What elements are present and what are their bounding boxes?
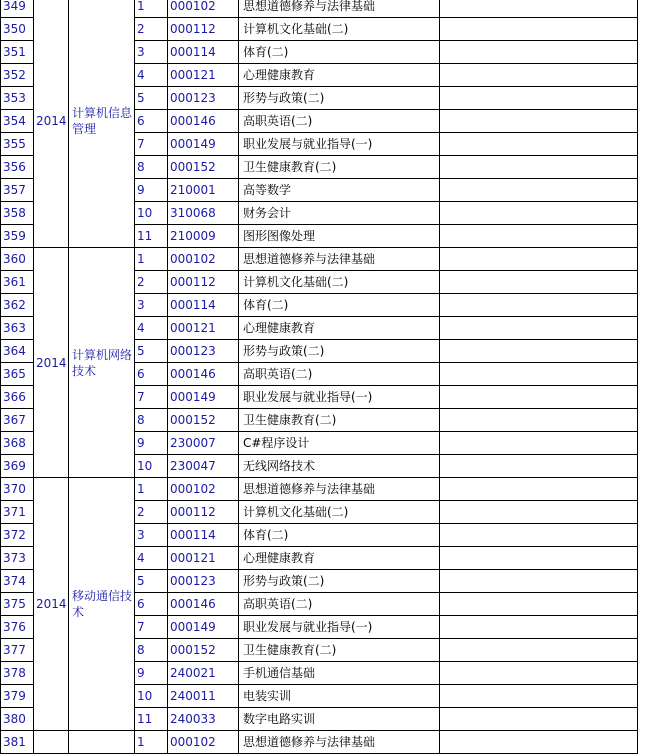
- course-name: 计算机文化基础(二): [239, 501, 440, 524]
- course-name: 体育(二): [239, 41, 440, 64]
- empty-cell: [440, 409, 638, 432]
- row-number: 371: [1, 501, 34, 524]
- empty-cell: [440, 340, 638, 363]
- empty-cell: [440, 708, 638, 731]
- course-code: 000121: [168, 64, 239, 87]
- row-number: 373: [1, 547, 34, 570]
- course-index: 6: [135, 363, 168, 386]
- course-code: 000149: [168, 133, 239, 156]
- course-code: 000102: [168, 478, 239, 501]
- course-index: 3: [135, 524, 168, 547]
- course-index: 3: [135, 41, 168, 64]
- empty-cell: [440, 685, 638, 708]
- course-code: 000146: [168, 593, 239, 616]
- row-number: 361: [1, 271, 34, 294]
- row-number: 376: [1, 616, 34, 639]
- course-code: 000152: [168, 156, 239, 179]
- course-index: 4: [135, 547, 168, 570]
- course-name: 心理健康教育: [239, 64, 440, 87]
- course-code: 000149: [168, 386, 239, 409]
- course-index: 2: [135, 271, 168, 294]
- enrollment-year: [34, 731, 69, 754]
- empty-cell: [440, 501, 638, 524]
- course-name: 形势与政策(二): [239, 87, 440, 110]
- course-index: 6: [135, 593, 168, 616]
- course-name: 形势与政策(二): [239, 340, 440, 363]
- course-index: 9: [135, 662, 168, 685]
- course-index: 10: [135, 202, 168, 225]
- course-index: 6: [135, 110, 168, 133]
- empty-cell: [440, 179, 638, 202]
- row-number: 378: [1, 662, 34, 685]
- course-index: 1: [135, 731, 168, 754]
- course-code: 000112: [168, 18, 239, 41]
- course-code: 000102: [168, 0, 239, 18]
- row-number: 353: [1, 87, 34, 110]
- course-code: 210009: [168, 225, 239, 248]
- course-index: 10: [135, 455, 168, 478]
- empty-cell: [440, 18, 638, 41]
- empty-cell: [440, 455, 638, 478]
- major-name: 移动通信技术: [69, 478, 135, 731]
- empty-cell: [440, 294, 638, 317]
- row-number: 351: [1, 41, 34, 64]
- empty-cell: [440, 363, 638, 386]
- row-number: 355: [1, 133, 34, 156]
- table-row: [1, 0, 638, 18]
- empty-cell: [440, 593, 638, 616]
- course-name: 心理健康教育: [239, 547, 440, 570]
- course-name: 高职英语(二): [239, 593, 440, 616]
- course-index: 10: [135, 685, 168, 708]
- empty-cell: [440, 0, 638, 18]
- course-index: 1: [135, 0, 168, 18]
- course-code: 210001: [168, 179, 239, 202]
- empty-cell: [440, 547, 638, 570]
- empty-cell: [440, 156, 638, 179]
- empty-cell: [440, 271, 638, 294]
- empty-cell: [440, 64, 638, 87]
- empty-cell: [440, 133, 638, 156]
- table-body: [1, 0, 638, 754]
- row-number: 372: [1, 524, 34, 547]
- course-index: 7: [135, 616, 168, 639]
- empty-cell: [440, 248, 638, 271]
- course-name: 计算机文化基础(二): [239, 271, 440, 294]
- course-code: 000123: [168, 87, 239, 110]
- empty-cell: [440, 110, 638, 133]
- empty-cell: [440, 87, 638, 110]
- course-code: 000123: [168, 570, 239, 593]
- course-code: 000146: [168, 363, 239, 386]
- course-index: 4: [135, 317, 168, 340]
- row-number: 381: [1, 731, 34, 754]
- course-index: 5: [135, 87, 168, 110]
- course-index: 7: [135, 133, 168, 156]
- row-number: 364: [1, 340, 34, 363]
- course-index: 2: [135, 18, 168, 41]
- course-index: 7: [135, 386, 168, 409]
- course-index: 5: [135, 570, 168, 593]
- course-code: 310068: [168, 202, 239, 225]
- course-name: 无线网络技术: [239, 455, 440, 478]
- course-index: 3: [135, 294, 168, 317]
- course-index: 8: [135, 639, 168, 662]
- row-number: 379: [1, 685, 34, 708]
- course-name: 职业发展与就业指导(一): [239, 616, 440, 639]
- empty-cell: [440, 639, 638, 662]
- empty-cell: [440, 41, 638, 64]
- course-code: 000121: [168, 317, 239, 340]
- course-code: 000112: [168, 271, 239, 294]
- course-name: 高职英语(二): [239, 110, 440, 133]
- course-name: 手机通信基础: [239, 662, 440, 685]
- row-number: 365: [1, 363, 34, 386]
- course-code: 000123: [168, 340, 239, 363]
- row-number: 360: [1, 248, 34, 271]
- course-name: 思想道德修养与法律基础: [239, 478, 440, 501]
- course-name: 高等数学: [239, 179, 440, 202]
- empty-cell: [440, 524, 638, 547]
- row-number: 350: [1, 18, 34, 41]
- course-index: 8: [135, 409, 168, 432]
- major-name: 计算机信息管理: [69, 0, 135, 248]
- course-name: 高职英语(二): [239, 363, 440, 386]
- row-number: 377: [1, 639, 34, 662]
- course-code: 000102: [168, 731, 239, 754]
- course-code: 240011: [168, 685, 239, 708]
- row-number: 369: [1, 455, 34, 478]
- enrollment-year: 2014: [34, 248, 69, 478]
- course-name: 卫生健康教育(二): [239, 409, 440, 432]
- course-name: C#程序设计: [239, 432, 440, 455]
- row-number: 375: [1, 593, 34, 616]
- course-code: 000152: [168, 639, 239, 662]
- empty-cell: [440, 570, 638, 593]
- course-index: 11: [135, 225, 168, 248]
- table-row: [1, 248, 638, 271]
- row-number: 380: [1, 708, 34, 731]
- course-name: 财务会计: [239, 202, 440, 225]
- row-number: 370: [1, 478, 34, 501]
- enrollment-year: 2014: [34, 0, 69, 248]
- row-number: 368: [1, 432, 34, 455]
- course-index: 8: [135, 156, 168, 179]
- course-code: 000152: [168, 409, 239, 432]
- course-name: 形势与政策(二): [239, 570, 440, 593]
- course-code: 240021: [168, 662, 239, 685]
- row-number: 354: [1, 110, 34, 133]
- row-number: 367: [1, 409, 34, 432]
- row-number: 359: [1, 225, 34, 248]
- row-number: 357: [1, 179, 34, 202]
- empty-cell: [440, 202, 638, 225]
- course-name: 电装实训: [239, 685, 440, 708]
- empty-cell: [440, 731, 638, 754]
- row-number: 374: [1, 570, 34, 593]
- course-name: 思想道德修养与法律基础: [239, 731, 440, 754]
- course-code: 230007: [168, 432, 239, 455]
- course-name: 图形图像处理: [239, 225, 440, 248]
- course-index: 5: [135, 340, 168, 363]
- empty-cell: [440, 432, 638, 455]
- course-code: 230047: [168, 455, 239, 478]
- row-number: 362: [1, 294, 34, 317]
- course-name: 卫生健康教育(二): [239, 639, 440, 662]
- course-code: 000102: [168, 248, 239, 271]
- course-code: 000121: [168, 547, 239, 570]
- course-index: 4: [135, 64, 168, 87]
- course-code: 000114: [168, 41, 239, 64]
- course-code: 240033: [168, 708, 239, 731]
- table-row: [1, 478, 638, 501]
- course-name: 思想道德修养与法律基础: [239, 0, 440, 18]
- major-name: [69, 731, 135, 754]
- table-row: [1, 731, 638, 754]
- row-number: 349: [1, 0, 34, 18]
- empty-cell: [440, 478, 638, 501]
- major-name: 计算机网络技术: [69, 248, 135, 478]
- course-index: 1: [135, 248, 168, 271]
- row-number: 358: [1, 202, 34, 225]
- empty-cell: [440, 662, 638, 685]
- empty-cell: [440, 616, 638, 639]
- row-number: 352: [1, 64, 34, 87]
- course-index: 9: [135, 179, 168, 202]
- course-name: 职业发展与就业指导(一): [239, 133, 440, 156]
- course-code: 000114: [168, 524, 239, 547]
- course-index: 1: [135, 478, 168, 501]
- course-name: 体育(二): [239, 294, 440, 317]
- course-index: 11: [135, 708, 168, 731]
- course-code: 000114: [168, 294, 239, 317]
- course-index: 2: [135, 501, 168, 524]
- course-name: 职业发展与就业指导(一): [239, 386, 440, 409]
- empty-cell: [440, 386, 638, 409]
- course-index: 9: [135, 432, 168, 455]
- row-number: 366: [1, 386, 34, 409]
- course-name: 计算机文化基础(二): [239, 18, 440, 41]
- row-number: 356: [1, 156, 34, 179]
- course-name: 心理健康教育: [239, 317, 440, 340]
- course-name: 卫生健康教育(二): [239, 156, 440, 179]
- row-number: 363: [1, 317, 34, 340]
- course-name: 体育(二): [239, 524, 440, 547]
- course-code: 000112: [168, 501, 239, 524]
- course-name: 思想道德修养与法律基础: [239, 248, 440, 271]
- empty-cell: [440, 225, 638, 248]
- course-code: 000146: [168, 110, 239, 133]
- course-code: 000149: [168, 616, 239, 639]
- empty-cell: [440, 317, 638, 340]
- enrollment-year: 2014: [34, 478, 69, 731]
- course-name: 数字电路实训: [239, 708, 440, 731]
